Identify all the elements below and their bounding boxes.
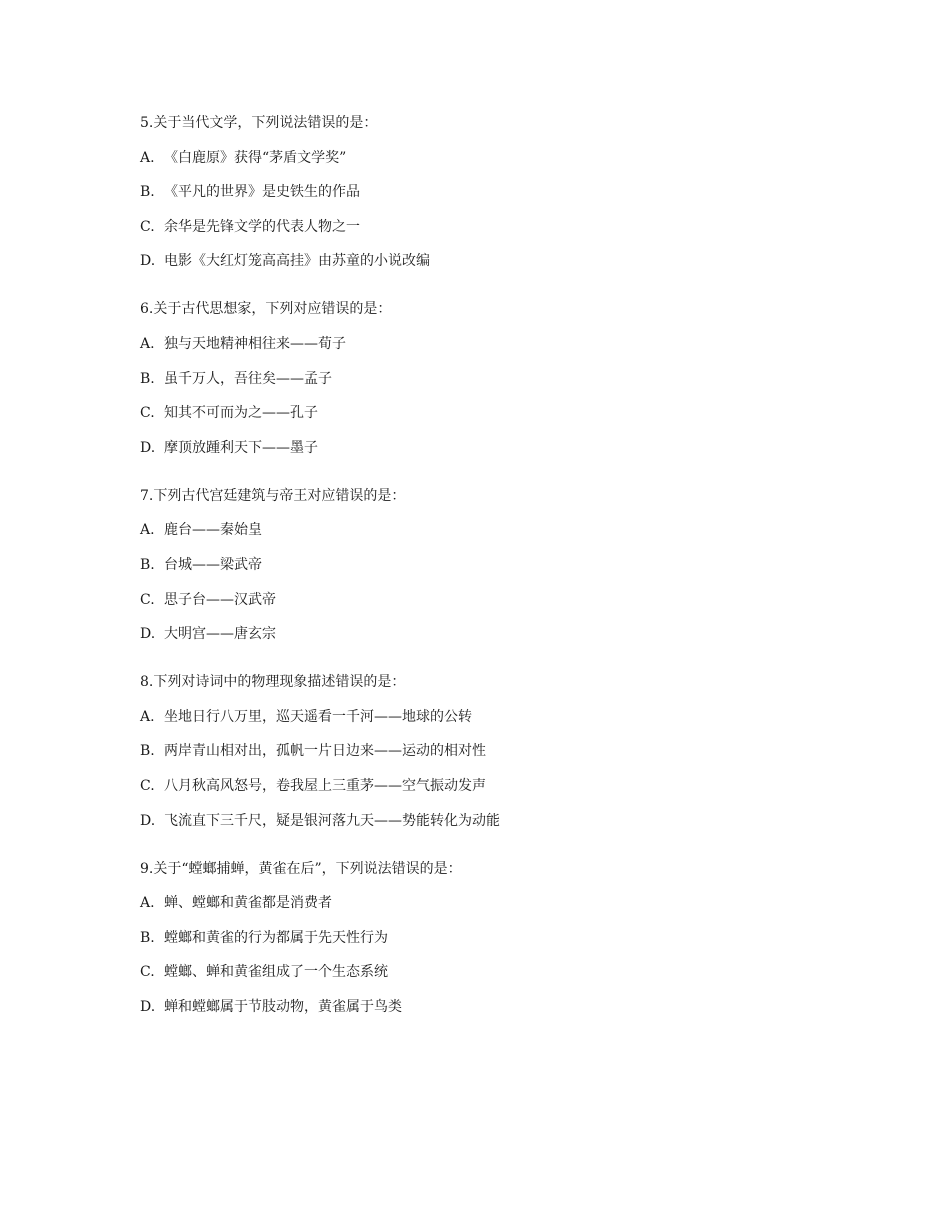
option-d (140, 623, 900, 645)
option-text: 蝉和螳螂属于节肢动物，黄雀属于鸟类 (164, 998, 402, 1015)
option-text: 大明宫——唐玄宗 (164, 626, 276, 643)
option-c (140, 961, 900, 983)
option-letter: B. (140, 370, 155, 387)
option-d (140, 810, 900, 832)
option-a (140, 519, 900, 541)
option-text: 螳螂、蝉和黄雀组成了一个生态系统 (164, 964, 388, 981)
option-letter: D. (140, 626, 156, 643)
option-letter: D. (140, 812, 156, 829)
option-text: 余华是先锋文学的代表人物之一 (164, 218, 360, 235)
exam-page (140, 112, 900, 1044)
option-text: 台城——梁武帝 (164, 556, 262, 573)
option-c (140, 775, 900, 797)
option-b (140, 181, 900, 203)
question-stem: 6.关于古代思想家，下列对应错误的是： (140, 301, 392, 318)
option-text: 螳螂和黄雀的行为都属于先天性行为 (164, 929, 388, 946)
question-7 (140, 485, 900, 645)
option-text: 八月秋高风怒号，卷我屋上三重茅——空气振动发声 (164, 777, 486, 794)
question-8 (140, 671, 900, 831)
option-c (140, 589, 900, 611)
question-stem: 7.下列古代宫廷建筑与帝王对应错误的是： (140, 487, 406, 504)
option-letter: B. (140, 556, 155, 573)
option-letter: D. (140, 439, 156, 456)
option-text: 鹿台——秦始皇 (164, 522, 262, 539)
option-letter: C. (140, 591, 155, 608)
option-text: 虽千万人，吾往矣——孟子 (164, 370, 332, 387)
option-letter: B. (140, 929, 155, 946)
option-d (140, 996, 900, 1018)
option-text: 知其不可而为之——孔子 (164, 405, 318, 422)
option-letter: C. (140, 405, 155, 422)
option-text: 思子台——汉武帝 (164, 591, 276, 608)
option-letter: A. (140, 708, 155, 725)
option-text: 电影《大红灯笼高高挂》由苏童的小说改编 (164, 253, 430, 270)
option-letter: D. (140, 253, 156, 270)
option-letter: A. (140, 522, 155, 539)
option-a (140, 706, 900, 728)
question-stem: 9.关于“螳螂捕蝉，黄雀在后”，下列说法错误的是： (140, 860, 462, 877)
option-letter: D. (140, 998, 156, 1015)
option-b (140, 740, 900, 762)
option-letter: A. (140, 335, 155, 352)
question-9 (140, 858, 900, 1018)
option-text: 《平凡的世界》是史铁生的作品 (164, 184, 360, 201)
option-c (140, 216, 900, 238)
option-b (140, 554, 900, 576)
option-a (140, 892, 900, 914)
option-letter: B. (140, 184, 155, 201)
option-text: 蝉、螳螂和黄雀都是消费者 (164, 895, 332, 912)
option-a (140, 147, 900, 169)
question-6 (140, 298, 900, 458)
option-letter: C. (140, 777, 155, 794)
option-text: 两岸青山相对出，孤帆一片日边来——运动的相对性 (164, 743, 486, 760)
option-b (140, 927, 900, 949)
option-letter: B. (140, 743, 155, 760)
option-letter: A. (140, 895, 155, 912)
option-letter: A. (140, 149, 155, 166)
option-a (140, 333, 900, 355)
option-c (140, 402, 900, 424)
question-5 (140, 112, 900, 272)
option-letter: C. (140, 964, 155, 981)
option-b (140, 368, 900, 390)
option-text: 摩顶放踵利天下——墨子 (164, 439, 318, 456)
question-stem: 8.下列对诗词中的物理现象描述错误的是： (140, 674, 406, 691)
option-d (140, 250, 900, 272)
option-text: 《白鹿原》获得“茅盾文学奖” (164, 149, 347, 166)
option-letter: C. (140, 218, 155, 235)
question-stem: 5.关于当代文学，下列说法错误的是： (140, 115, 378, 131)
option-text: 独与天地精神相往来——荀子 (164, 335, 346, 352)
option-text: 飞流直下三千尺，疑是银河落九天——势能转化为动能 (164, 812, 500, 829)
option-text: 坐地日行八万里，巡天遥看一千河——地球的公转 (164, 708, 472, 725)
option-d (140, 437, 900, 459)
